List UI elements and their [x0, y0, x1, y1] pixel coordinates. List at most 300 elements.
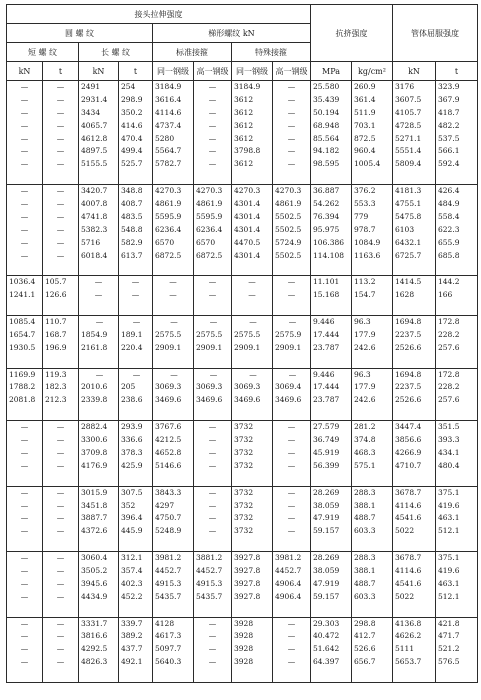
cell-value: 3732: [234, 513, 254, 523]
cell-value: 412.7: [354, 631, 376, 641]
cell-value: 3927.8: [234, 565, 261, 575]
cell-value: —: [287, 657, 296, 667]
cell-value: 471.7: [438, 631, 460, 641]
cell-pipe-t: [436, 617, 478, 682]
cell-pipe-t: [436, 185, 478, 276]
cell-kgcm: [352, 486, 393, 551]
cell-std-high: [194, 316, 232, 369]
cell-value: 376.2: [354, 186, 376, 196]
cell-kgcm: [352, 81, 393, 185]
cell-value: 27.579: [313, 422, 340, 432]
cell-value: —: [20, 435, 29, 445]
cell-value: —: [56, 591, 65, 601]
cell-value: 2010.6: [81, 382, 108, 392]
cell-std-high: [194, 486, 232, 551]
cell-sp-same: [232, 316, 273, 369]
cell-value: 3184.9: [234, 82, 261, 91]
cell-value: 3928: [234, 618, 254, 628]
cell-value: 35.439: [313, 94, 340, 104]
cell-value: 4617.3: [155, 631, 182, 641]
table-body: [7, 81, 478, 683]
cell-value: 3709.8: [81, 447, 108, 457]
cell-value: 1084.9: [354, 237, 381, 247]
cell-value: 1694.8: [395, 369, 422, 379]
cell-short-kN: [7, 421, 43, 486]
cell-value: 4136.8: [395, 618, 422, 628]
cell-value: —: [20, 513, 29, 523]
cell-value: 3069.4: [275, 382, 302, 392]
cell-value: 2909.1: [275, 342, 302, 352]
cell-value: 566.1: [438, 146, 460, 156]
cell-value: 603.3: [354, 526, 376, 536]
cell-value: 228.2: [438, 382, 460, 392]
cell-value: 5502.5: [275, 211, 302, 221]
cell-value: —: [20, 211, 29, 221]
cell-value: 4434.9: [81, 591, 108, 601]
cell-value: 4270.3: [196, 186, 223, 196]
cell-value: 357.4: [121, 565, 143, 575]
cell-long-kN: [79, 81, 119, 185]
cell-value: 3945.6: [81, 578, 108, 588]
cell-short-kN: [7, 81, 43, 185]
cell-value: 281.2: [354, 422, 376, 432]
cell-value: —: [287, 526, 296, 536]
cell-value: —: [170, 369, 178, 379]
cell-value: —: [56, 500, 65, 510]
cell-value: 351.5: [438, 422, 460, 432]
cell-value: 154.7: [354, 290, 376, 300]
cell-value: 3451.8: [81, 500, 108, 510]
cell-value: —: [208, 422, 217, 432]
cell-value: 2575.5: [196, 329, 223, 339]
cell-value: 960.4: [354, 146, 376, 156]
cell-value: 5097.7: [155, 644, 182, 654]
cell-value: 3732: [234, 422, 254, 432]
cell-value: 526.6: [354, 644, 376, 654]
cell-value: —: [56, 578, 65, 588]
cell-value: —: [287, 82, 296, 91]
cell-value: —: [20, 631, 29, 641]
trapezoid-thread-header: 梯形螺纹 kN: [153, 24, 311, 43]
cell-value: —: [287, 487, 296, 497]
cell-value: —: [208, 435, 217, 445]
cell-sp-same: [232, 276, 273, 316]
cell-value: 312.1: [121, 553, 143, 563]
cell-value: 98.595: [313, 159, 340, 169]
cell-std-high: [194, 617, 232, 682]
cell-value: 2575.5: [155, 329, 182, 339]
cell-value: 205: [121, 382, 136, 392]
cell-pipe-kN: [393, 276, 436, 316]
cell-value: —: [208, 82, 217, 91]
cell-value: —: [287, 290, 296, 300]
cell-value: 656.7: [354, 657, 376, 667]
cell-value: —: [209, 369, 218, 379]
cell-value: —: [56, 224, 65, 234]
cell-value: 5782.7: [155, 159, 182, 169]
cell-value: —: [287, 618, 296, 628]
cell-value: 4861.9: [196, 199, 223, 209]
cell-value: 3612: [234, 159, 254, 169]
cell-value: —: [56, 460, 65, 470]
cell-value: —: [20, 460, 29, 470]
cell-short-kN: [7, 368, 43, 421]
cell-value: 2909.1: [234, 342, 261, 352]
cell-kgcm: [352, 185, 393, 276]
cell-value: 6725.7: [395, 250, 422, 260]
cell-pipe-t: [436, 81, 478, 185]
cell-value: —: [20, 120, 29, 130]
cell-value: 374.8: [354, 435, 376, 445]
cell-value: —: [20, 107, 29, 117]
cell-value: 3612: [234, 120, 254, 130]
cell-value: 5435.7: [155, 591, 182, 601]
cell-pipe-kN: [393, 316, 436, 369]
cell-value: 4826.3: [81, 657, 108, 667]
cell-value: —: [208, 644, 217, 654]
cell-value: 4915.3: [155, 578, 182, 588]
cell-value: —: [56, 237, 65, 247]
cell-pipe-kN: [393, 486, 436, 551]
cell-value: 1005.4: [354, 159, 381, 169]
cell-value: 3928: [234, 657, 254, 667]
cell-value: —: [20, 94, 29, 104]
cell-value: —: [208, 618, 217, 628]
cell-value: 4372.6: [81, 526, 108, 536]
cell-value: 3607.5: [395, 94, 422, 104]
cell-short-t: [43, 368, 79, 421]
std-high-grade-header: 高一钢级: [194, 62, 232, 81]
cell-value: —: [20, 146, 29, 156]
cell-long-t: [119, 81, 153, 185]
cell-value: 4750.7: [155, 513, 182, 523]
cell-value: 36.749: [313, 435, 340, 445]
cell-long-kN: [79, 486, 119, 551]
cell-value: 189.1: [121, 329, 143, 339]
cell-value: —: [132, 369, 141, 379]
cell-value: 3469.6: [196, 395, 223, 405]
cell-value: —: [208, 631, 217, 641]
cell-value: 452.2: [121, 591, 143, 601]
cell-value: 3176: [395, 82, 415, 91]
cell-value: —: [20, 618, 29, 628]
cell-value: —: [248, 290, 256, 300]
cell-value: 51.642: [313, 644, 340, 654]
cell-value: 15.168: [313, 290, 340, 300]
cell-value: 488.7: [354, 513, 376, 523]
cell-value: —: [56, 186, 65, 196]
cell-value: 1788.2: [9, 382, 36, 392]
cell-value: 426.4: [438, 186, 460, 196]
cell-value: 488.7: [354, 578, 376, 588]
cell-value: 38.059: [313, 565, 340, 575]
cell-value: —: [20, 186, 29, 196]
sp-high-grade-header: 高一钢级: [273, 62, 311, 81]
cell-value: 470.4: [121, 133, 143, 143]
cell-value: —: [208, 657, 217, 667]
cell-value: 3434: [81, 107, 101, 117]
cell-value: —: [287, 631, 296, 641]
cell-value: 28.269: [313, 553, 340, 563]
cell-value: 978.7: [354, 224, 376, 234]
cell-value: 5022: [395, 526, 415, 536]
cell-value: 177.9: [354, 329, 376, 339]
cell-value: 2491: [81, 82, 101, 91]
cell-value: 576.5: [438, 657, 460, 667]
cell-value: 4114.6: [395, 500, 422, 510]
cell-value: —: [56, 82, 65, 91]
cell-value: 2237.5: [395, 329, 422, 339]
cell-value: 655.9: [438, 237, 460, 247]
cell-value: 4176.9: [81, 460, 108, 470]
cell-value: 5653.7: [395, 657, 422, 667]
cell-value: 3767.6: [155, 422, 182, 432]
cell-value: 288.3: [354, 553, 376, 563]
cell-value: 5502.5: [275, 224, 302, 234]
cell-value: —: [287, 644, 296, 654]
cell-value: —: [20, 199, 29, 209]
cell-long-kN: [79, 368, 119, 421]
cell-value: —: [287, 422, 296, 432]
cell-value: 4906.4: [275, 591, 302, 601]
cell-value: 521.2: [438, 644, 460, 654]
cell-long-t: [119, 276, 153, 316]
cell-value: 238.6: [121, 395, 143, 405]
cell-value: 126.6: [45, 290, 67, 300]
cell-value: 499.4: [121, 146, 143, 156]
cell-value: 3927.8: [234, 578, 261, 588]
cell-value: 468.3: [354, 447, 376, 457]
cell-sp-same: [232, 421, 273, 486]
cell-value: 59.157: [313, 591, 340, 601]
cell-value: 4114.6: [155, 107, 182, 117]
cell-value: 396.4: [121, 513, 143, 523]
cell-value: 512.1: [438, 526, 460, 536]
cell-value: —: [287, 120, 296, 130]
cell-value: 4128: [155, 618, 175, 628]
cell-value: 6432.1: [395, 237, 422, 247]
cell-value: 172.8: [438, 317, 460, 327]
cell-value: —: [208, 159, 217, 169]
cell-value: 5111: [395, 644, 415, 654]
cell-value: 3069.3: [155, 382, 182, 392]
cell-value: 257.6: [438, 342, 460, 352]
cell-value: 4114.6: [395, 565, 422, 575]
cell-value: 228.2: [438, 329, 460, 339]
cell-value: —: [208, 500, 217, 510]
burst-header: 抗挤强度: [311, 5, 393, 62]
cell-value: 59.157: [313, 526, 340, 536]
cell-value: 3505.2: [81, 565, 108, 575]
unit-short-kN: kN: [7, 62, 43, 81]
cell-short-t: [43, 185, 79, 276]
cell-value: 168.7: [45, 329, 67, 339]
cell-value: 5595.9: [155, 211, 182, 221]
cell-long-kN: [79, 552, 119, 617]
cell-value: —: [20, 133, 29, 143]
sp-same-grade-header: 同一钢级: [232, 62, 273, 81]
table-row: [7, 316, 478, 369]
cell-value: 3612: [234, 94, 254, 104]
cell-value: 378.3: [121, 447, 143, 457]
cell-value: 389.2: [121, 631, 143, 641]
cell-std-same: [153, 486, 194, 551]
cell-value: 537.5: [438, 133, 460, 143]
cell-value: —: [20, 578, 29, 588]
cell-pipe-kN: [393, 552, 436, 617]
cell-value: 1241.1: [9, 290, 36, 300]
cell-value: 4728.5: [395, 120, 422, 130]
cell-value: 613.7: [121, 250, 143, 260]
cell-mpa: [311, 368, 352, 421]
cell-value: —: [208, 447, 217, 457]
cell-value: 2339.8: [81, 395, 108, 405]
cell-value: 54.262: [313, 199, 340, 209]
cell-value: —: [131, 290, 140, 300]
cell-value: 144.2: [438, 277, 460, 287]
cell-pipe-t: [436, 486, 478, 551]
cell-value: 114.108: [313, 250, 345, 260]
cell-pipe-t: [436, 421, 478, 486]
cell-value: 3843.3: [155, 487, 182, 497]
cell-value: —: [170, 317, 178, 327]
cell-std-same: [153, 421, 194, 486]
cell-value: 482.2: [438, 120, 460, 130]
cell-pipe-kN: [393, 421, 436, 486]
cell-value: 1654.7: [9, 329, 36, 339]
cell-value: —: [288, 317, 297, 327]
cell-value: 3927.8: [234, 591, 261, 601]
cell-value: 3469.6: [155, 395, 182, 405]
cell-value: 6872.5: [155, 250, 182, 260]
cell-value: 3069.3: [196, 382, 223, 392]
cell-value: —: [56, 133, 65, 143]
cell-value: 3184.9: [155, 82, 182, 91]
cell-value: 575.1: [354, 460, 376, 470]
cell-value: 4301.4: [234, 211, 261, 221]
cell-value: 511.9: [354, 107, 376, 117]
cell-value: 5564.7: [155, 146, 182, 156]
cell-mpa: [311, 276, 352, 316]
cell-mpa: [311, 185, 352, 276]
cell-value: 2081.8: [9, 395, 36, 405]
cell-value: —: [287, 460, 296, 470]
cell-value: 437.7: [121, 644, 143, 654]
unit-pipe-kN: kN: [393, 62, 436, 81]
cell-value: —: [56, 447, 65, 457]
cell-value: 6236.4: [196, 224, 223, 234]
cell-value: —: [56, 250, 65, 260]
cell-value: 6018.4: [81, 250, 108, 260]
cell-sp-high: [273, 368, 311, 421]
cell-value: 375.1: [438, 553, 460, 563]
cell-short-t: [43, 421, 79, 486]
cell-value: 298.9: [121, 94, 143, 104]
cell-value: —: [20, 237, 29, 247]
cell-std-high: [194, 185, 232, 276]
cell-value: —: [208, 290, 217, 300]
cell-value: 388.1: [354, 565, 376, 575]
cell-value: 5716: [81, 237, 101, 247]
cell-value: 603.3: [354, 591, 376, 601]
cell-sp-same: [232, 81, 273, 185]
unit-long-t: t: [119, 62, 153, 81]
cell-value: —: [56, 435, 65, 445]
standard-coupling-header: 标准接箍: [153, 43, 232, 62]
cell-value: —: [209, 317, 218, 327]
cell-sp-same: [232, 617, 273, 682]
cell-value: 6570: [196, 237, 216, 247]
cell-value: —: [208, 526, 217, 536]
cell-value: 4292.5: [81, 644, 108, 654]
cell-value: —: [56, 422, 65, 432]
cell-sp-same: [232, 486, 273, 551]
cell-value: 1414.5: [395, 277, 422, 287]
cell-value: 553.3: [354, 199, 376, 209]
cell-std-same: [153, 185, 194, 276]
cell-std-same: [153, 617, 194, 682]
cell-value: 483.5: [121, 211, 143, 221]
cell-value: 445.9: [121, 526, 143, 536]
cell-long-t: [119, 368, 153, 421]
cell-value: 113.2: [354, 277, 376, 287]
cell-value: 3887.7: [81, 513, 108, 523]
cell-kgcm: [352, 421, 393, 486]
cell-mpa: [311, 316, 352, 369]
cell-value: 3060.4: [81, 553, 108, 563]
cell-value: 76.394: [313, 211, 340, 221]
cell-kgcm: [352, 617, 393, 682]
cell-value: —: [132, 317, 141, 327]
cell-value: —: [248, 277, 256, 287]
cell-value: —: [94, 277, 103, 287]
cell-value: 339.7: [121, 618, 143, 628]
cell-value: 119.3: [45, 369, 67, 379]
cell-value: 38.059: [313, 500, 340, 510]
cell-value: —: [56, 526, 65, 536]
cell-value: —: [56, 107, 65, 117]
unit-short-t: t: [43, 62, 79, 81]
cell-value: —: [208, 277, 217, 287]
strength-table-sheet: [6, 4, 477, 683]
cell-sp-high: [273, 81, 311, 185]
cell-value: 307.5: [121, 487, 143, 497]
joint-tensile-header: 接头拉伸强度: [7, 5, 311, 24]
cell-value: 3732: [234, 447, 254, 457]
cell-value: 28.269: [313, 487, 340, 497]
cell-value: 4301.4: [234, 199, 261, 209]
cell-value: —: [94, 290, 103, 300]
cell-pipe-kN: [393, 81, 436, 185]
cell-value: 25.580: [313, 82, 340, 91]
cell-long-t: [119, 617, 153, 682]
cell-value: —: [20, 422, 29, 432]
cell-value: —: [95, 369, 104, 379]
unit-long-kN: kN: [79, 62, 119, 81]
cell-value: 23.787: [313, 342, 340, 352]
cell-value: 177.9: [354, 382, 376, 392]
cell-kgcm: [352, 276, 393, 316]
cell-value: —: [287, 277, 296, 287]
cell-mpa: [311, 552, 352, 617]
cell-value: 2526.6: [395, 342, 422, 352]
cell-pipe-t: [436, 368, 478, 421]
cell-value: —: [208, 487, 217, 497]
table-row: [7, 276, 478, 316]
cell-value: 5595.9: [196, 211, 223, 221]
cell-sp-high: [273, 276, 311, 316]
cell-value: 220.4: [121, 342, 143, 352]
